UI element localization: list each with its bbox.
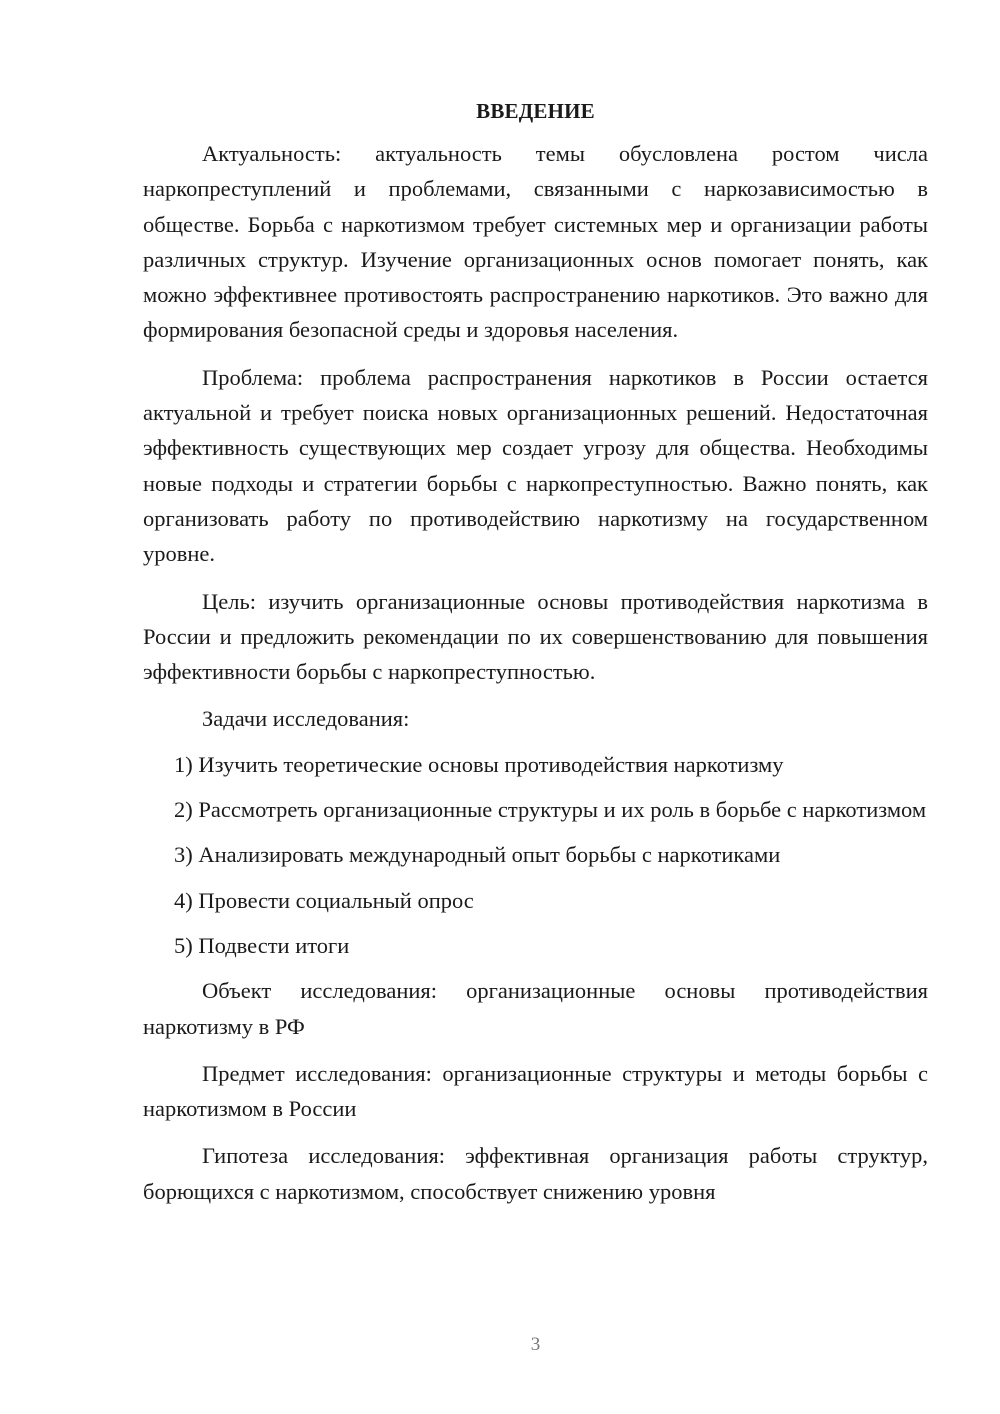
problem-paragraph: Проблема: проблема распространения наркотиков в России остается актуальной и требует поиска новых организационных решений. Недостаточная эффективность существующих мер создает угрозу для общества. Необходимы новые подходы и стратегии борьбы с наркопреступностью. Важно понять, как организовать работу по противодействию наркотизму на государственном уровне. (143, 364, 928, 567)
relevance-paragraph: Актуальность: актуальность темы обусловлена ростом числа наркопреступлений и проблемами, связанными с наркозависимостью в обществе. Борьба с наркотизмом требует системных мер и организации работы различных структур. Изучение организационных основ помогает понять, как можно эффективнее противостоять распространению наркотиков. Это важно для формирования безопасной среды и здоровья населения. (143, 141, 928, 343)
object-paragraph: Объект исследования: организационные основы противодействия наркотизму в РФ (143, 978, 928, 1039)
tasks-heading: Задачи исследования: (202, 706, 410, 732)
task-item: 3) Анализировать международный опыт борьбы с наркотиками (174, 842, 781, 868)
goal-paragraph: Цель: изучить организационные основы противодействия наркотизма в России и предложить рекомендации по их совершенствованию для повышения эффективности борьбы с наркопреступностью. (143, 588, 928, 685)
section-title: ВВЕДЕНИЕ (476, 99, 595, 123)
task-item: 2) Рассмотреть организационные структуры и их роль в борьбе с наркотизмом (174, 797, 927, 823)
task-item: 4) Провести социальный опрос (174, 887, 474, 913)
task-item: 5) Подвести итоги (174, 932, 350, 958)
page-number: 3 (530, 1334, 541, 1355)
page-content (143, 96, 928, 1221)
hypothesis-paragraph: Гипотеза исследования: эффективная организация работы структур, борющихся с наркотизмом, способствует снижению уровня (143, 1143, 928, 1204)
task-item: 1) Изучить теоретические основы противодействия наркотизму (174, 751, 784, 777)
subject-paragraph: Предмет исследования: организационные структуры и методы борьбы с наркотизмом в России (143, 1060, 928, 1122)
